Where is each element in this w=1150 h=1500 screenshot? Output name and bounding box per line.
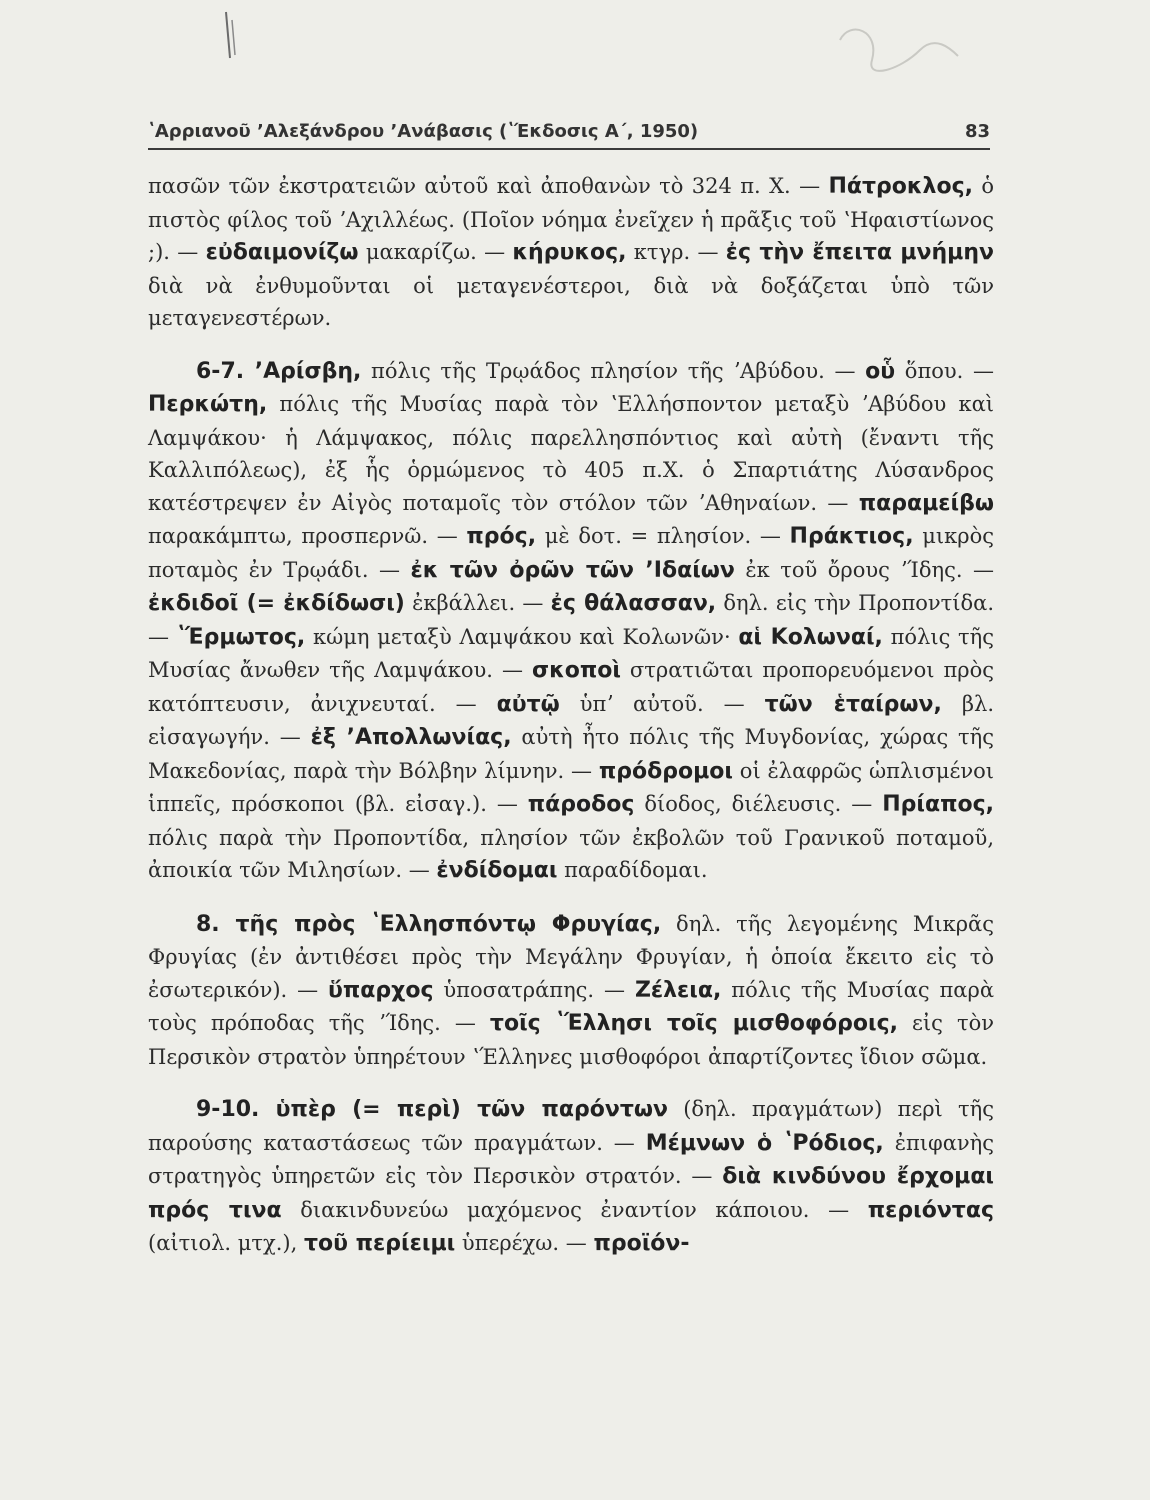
pencil-stroke-left-2 [232,20,235,55]
gloss-text: πόλις τῆς Τρῳάδος πλησίον τῆς ʼΑβύδου. — [361,358,866,383]
lemma-term: τοῖς ʽΈλλησι τοῖς μισθοφόροις, [489,1011,898,1036]
lemma-term: προϊόν- [593,1231,690,1256]
lemma-term: αἱ Κολωναί, [738,624,883,650]
gloss-text: δίοδος, διέλευσις. — [634,792,883,816]
lemma-term: 8. τῆς πρὸς ʽΕλλησπόντῳ Φρυγίας, [196,911,662,937]
lemma-term: Ζέλεια, [634,977,722,1003]
pencil-scribble-right [840,30,958,71]
lemma-term: ἐνδίδομαι [436,858,558,883]
lemma-term: σκοποὶ [531,658,621,683]
gloss-text: μικρὸς ποταμὸς ἐν Τρῳάδι. — [148,524,994,582]
lemma-term: Μέμνων ὁ ʽΡόδιος, [645,1130,884,1156]
gloss-text: στρατιῶται προπορευόμενοι πρὸς κατόπτευσιν, ἀνιχνευταί. — [148,658,994,716]
gloss-text: (δηλ. πραγμάτων) περὶ τῆς παρούσης καταστάσεως τῶν πραγμάτων. — [148,1097,994,1155]
lemma-term: ὕπαρχος [328,977,434,1003]
lemma-term: κήρυκος, [512,240,627,265]
lemma-term: 6-7. ʼΑρίσβη, [196,358,362,384]
lemma-term: πρόδρομοι [598,758,733,784]
lemma-term: ἐκ τῶν ὀρῶν τῶν ʼΙδαίων [410,557,735,583]
gloss-text: αὐτὴ ἦτο πόλις τῆς Μυγδονίας, χώρας τῆς Μακεδονίας, παρὰ τὴν Βόλβην λίμνην. — [148,725,995,783]
gloss-text: (αἰτιολ. μτχ.), [148,1231,304,1255]
lemma-term: διὰ κινδύνου ἔρχομαι πρός τινα [148,1164,994,1223]
lemma-term: ἐκδιδοῖ (= ἐκδίδωσι) [148,591,405,616]
gloss-text: οἱ ἐλαφρῶς ὡπλισμένοι ἱππεῖς, πρόσκοποι (βλ. εἰσαγ.). — [148,758,994,816]
paragraph-9-10 [148,1093,994,1261]
gloss-text: βλ. εἰσαγωγήν. — [148,691,994,749]
gloss-text: διακινδυνεύω μαχόμενος ἐναντίον κάποιου. — [281,1197,868,1222]
gloss-text: παρακάμπτω, προσπερνῶ. — [148,524,467,548]
gloss-text: ὑπερέχω. — [455,1231,594,1255]
lemma-term: ἐς θάλασσαν, [550,591,717,616]
lemma-term: ἐξ ʼΑπολλωνίας, [310,725,512,750]
lemma-term: αὐτῷ [496,691,560,717]
gloss-text: παραδίδομαι. [557,858,708,882]
gloss-text: πασῶν τῶν ἐκστρατειῶν αὐτοῦ καὶ ἀποθανὼν τὸ 324 π. Χ. — [148,174,829,198]
gloss-text: πόλις τῆς Μυσίας ἄνωθεν τῆς Λαμψάκου. — [148,624,994,682]
lemma-term: τοῦ περίειμι [303,1231,456,1256]
gloss-text: πόλις παρὰ τὴν Προποντίδα, πλησίον τῶν ἐκβολῶν τοῦ Γρανικοῦ ποταμοῦ, ἀποικία τῶν Μιλησίων. — [148,825,994,882]
lemma-term: εὐδαιμονίζω [205,240,359,265]
lemma-term: ἐς τὴν ἔπειτα μνήμην [725,240,995,265]
paragraph-intro [148,170,994,335]
gloss-text: μὲ δοτ. = πλησίον. — [536,524,790,548]
gloss-text: ὁ πιστὸς φίλος τοῦ ʼΑχιλλέως. (Ποῖον νόημα ἐνεῖχεν ἡ πρᾶξις τοῦ ʽΗφαιστίωνος ;). — [148,174,994,264]
gloss-text: ἐκ τοῦ ὄρους ʼΊδης. — [734,557,994,582]
gloss-text: κώμη μεταξὺ Λαμψάκου καὶ Κολωνῶν· [305,624,739,649]
gloss-text: ὅπου. — [895,358,994,383]
paragraph-6-7 [148,355,994,888]
commentary-body [148,170,994,1281]
lemma-term: Πάτροκλος, [828,174,973,199]
gloss-text: δηλ. τῆς λεγομένης Μικρᾶς Φρυγίας (ἐν ἀντιθέσει πρὸς τὴν Μεγάλην Φρυγίαν, ἡ ὁποία ἔκειτο εἰς τὸ ἐσωτερικόν). — [148,911,994,1002]
gloss-text: ἐκβάλλει. — [404,591,551,615]
lemma-term: τῶν ἑταίρων, [764,691,942,717]
gloss-text: διὰ νὰ ἐνθυμοῦνται οἱ μεταγενέστεροι, διὰ νὰ δοξάζεται ὑπὸ τῶν μεταγενεστέρων. [148,273,994,330]
gloss-text: εἰς τὸν Περσικὸν στρατὸν ὑπηρέτουν ʽΈλληνες μισθοφόροι ἀπαρτίζοντες ἴδιον σῶμα. [148,1011,994,1069]
gloss-text: ὑπʼ αὐτοῦ. — [559,691,765,716]
lemma-term: περιόντας [867,1197,994,1223]
gloss-text: πόλις τῆς Μυσίας παρὰ τοὺς πρόποδας τῆς ʼΊδης. — [148,977,995,1035]
lemma-term: παραμείβω [858,490,994,516]
gloss-text: κτγρ. — [626,240,726,264]
gloss-text: ὑποσατράπης. — [433,977,635,1002]
lemma-term: πάροδος [527,792,635,817]
gloss-text: πόλις τῆς Μυσίας παρὰ τὸν ʽΕλλήσποντον μεταξὺ ʼΑβύδου καὶ Λαμψάκου· ἡ Λάμψακος, πόλις παρελλησπόντιος καὶ αὐτὴ (ἔναντι τῆς Καλλιπόλεως), ἐξ ἧς ὁρμώμενος τὸ 405 π.Χ. ὁ Σπαρτιάτης Λύσανδρος κατέστρεψεν ἐν Αἰγὸς ποταμοῖς τὸν στόλον τῶν ʼΑθηναίων. — [148,392,994,515]
lemma-term: Πράκτιος, [789,524,914,549]
paragraph-8 [148,908,994,1074]
header-title: ʽΑρριανοῦ ʼΑλεξάνδρου ʼΑνάβασις (ʽΈκδοσις Α΄, 1950) [148,121,699,142]
lemma-term: Περκώτη, [148,392,268,417]
page-number: 83 [964,121,990,142]
lemma-term: ʽΈρμωτος, [176,624,306,650]
lemma-term: πρός, [466,524,537,549]
lemma-term: 9-10. ὑπὲρ (= περὶ) τῶν παρόντων [196,1097,668,1122]
running-header [148,112,990,150]
pencil-stroke-left [226,12,230,58]
gloss-text: ἐπιφανὴς στρατηγὸς ὑπηρετῶν εἰς τὸν Περσικὸν στρατόν. — [148,1130,994,1188]
lemma-term: Πρίαπος, [882,792,994,817]
lemma-term: οὗ [865,358,896,384]
gloss-text: δηλ. εἰς τὴν Προποντίδα. — [148,591,995,649]
gloss-text: μακαρίζω. — [358,240,513,264]
